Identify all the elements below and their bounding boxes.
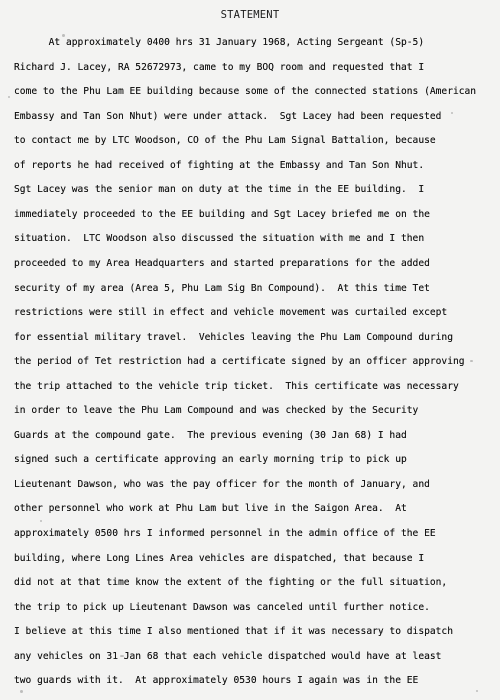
statement-line: immediately proceeded to the EE building and Sgt Lacey briefed me on the (14, 208, 430, 220)
scan-speck (451, 112, 453, 114)
statement-line: Richard J. Lacey, RA 52672973, came to my BOQ room and requested that I (14, 61, 425, 73)
statement-line: any vehicles on 31 Jan 68 that each vehicle dispatched would have at least (14, 650, 442, 662)
statement-line: Guards at the compound gate. The previous evening (30 Jan 68) I had (14, 429, 407, 441)
statement-line: situation. LTC Woodson also discussed the situation with me and I then (14, 233, 425, 245)
statement-line: for essential military travel. Vehicles leaving the Phu Lam Compound during (14, 331, 453, 343)
statement-line: other personnel who work at Phu Lam but live in the Saigon Area. At (14, 503, 407, 515)
scan-speck (120, 655, 124, 657)
scan-speck (40, 520, 42, 522)
statement-line: I believe at this time I also mentioned that if it was necessary to dispatch (14, 626, 453, 638)
statement-line: the trip to pick up Lieutenant Dawson was canceled until further notice. (14, 601, 430, 613)
statement-line: of reports he had received of fighting at the Embassy and Tan Son Nhut. (14, 159, 425, 171)
scan-speck (380, 630, 383, 633)
statement-line: in order to leave the Phu Lam Compound and was checked by the Security (14, 405, 419, 417)
statement-line: At approximately 0400 hrs 31 January 1968, Acting Sergeant (Sp-5) (14, 37, 425, 48)
scan-speck (476, 690, 478, 692)
statement-line: Lieutenant Dawson, who was the pay officer for the month of January, and (14, 478, 430, 490)
statement-line: come to the Phu Lam EE building because some of the connected stations (American (14, 86, 477, 98)
statement-line: approximately 0500 hrs I informed personnel in the admin office of the EE (14, 528, 436, 539)
statement-line: the period of Tet restriction had a certificate signed by an officer approving (14, 356, 465, 368)
scan-speck (470, 360, 473, 362)
statement-line: signed such a certificate approving an early morning trip to pick up (14, 454, 407, 466)
scan-speck (8, 96, 10, 98)
statement-line: the trip attached to the vehicle trip ticket. This certificate was necessary (14, 380, 459, 392)
statement-line: to contact me by LTC Woodson, CO of the Phu Lam Signal Battalion, because (14, 135, 436, 147)
statement-line: Embassy and Tan Son Nhut) were under attack. Sgt Lacey had been requested (14, 110, 442, 122)
statement-line: restrictions were still in effect and vehicle movement was curtailed except (14, 307, 448, 319)
statement-line: building, where Long Lines Area vehicles are dispatched, that because I (14, 552, 425, 564)
scan-speck (20, 690, 23, 693)
statement-line: security of my area (Area 5, Phu Lam Sig Bn Compound). At this time Tet (14, 282, 430, 294)
document-title: STATEMENT (220, 9, 280, 21)
scan-speck (62, 34, 65, 37)
statement-line: two guards with it. At approximately 0530 hours I again was in the EE (14, 675, 419, 687)
statement-line: proceeded to my Area Headquarters and started preparations for the added (14, 257, 430, 269)
statement-line: Sgt Lacey was the senior man on duty at the time in the EE building. I (14, 184, 425, 196)
statement-line: did not at that time know the extent of the fighting or the full situation, (14, 577, 448, 589)
scan-speck (300, 680, 302, 682)
